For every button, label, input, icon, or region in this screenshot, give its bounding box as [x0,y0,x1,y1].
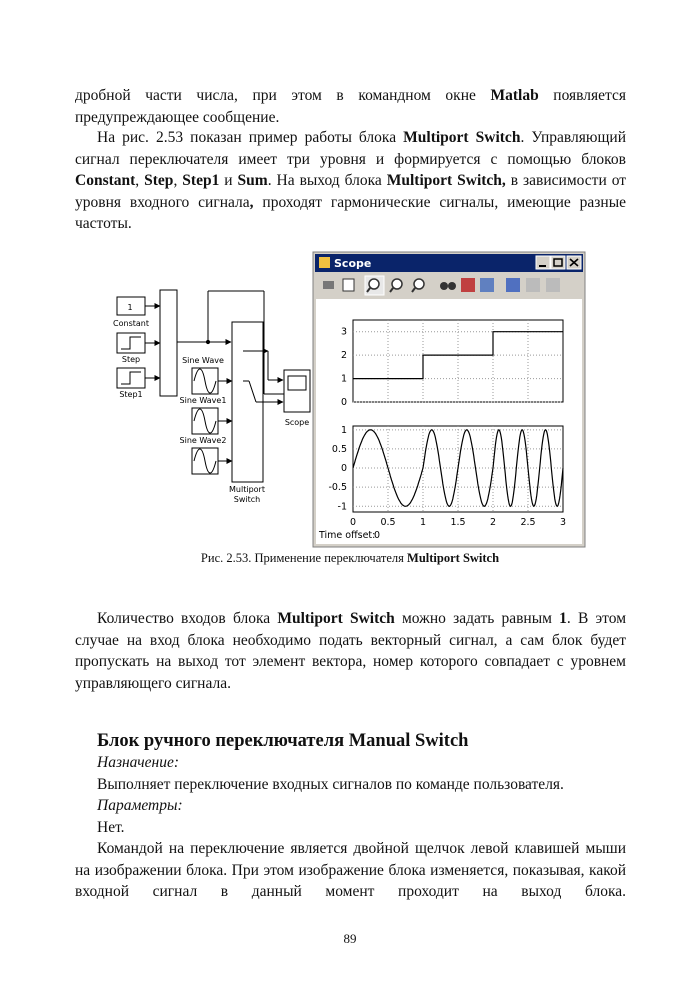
lock-axes-icon[interactable] [526,278,540,292]
step1-block [117,368,145,388]
sine-wave2-label: Sine Wave2 [179,436,227,445]
purpose-text: Выполняет переключение входных сигналов по команде пользователя. [97,775,564,793]
y-tick-label: 0 [340,397,347,408]
scope-window [313,252,585,547]
y-tick-label: 2 [340,350,347,362]
params-label: Параметры: [97,797,183,814]
paragraph-2: На рис. 2.53 показан пример работы блока Multiport Switch. Управляющий сигнал переключателя имеет три уровня и формируется с помощью блоков Constant, Step, Step1 и Sum. На выход блока Multiport Switch, в зависимости от уровня входного сигнала, проходят гармонические сигналы, имеющие разные частоты. [75,129,627,232]
x-tick-label: 3 [559,517,567,528]
x-tick-label: 1 [419,517,427,528]
x-tick-label: 0.5 [380,517,396,528]
sine-wave-label: Sine Wave [182,356,224,365]
signal-selector-icon[interactable] [546,278,560,292]
params-text: Нет. [97,818,125,836]
step1-label: Step1 [119,390,143,399]
step-block [117,333,145,353]
y-tick-label: 1 [340,373,347,385]
sum-block [160,290,177,396]
x-tick-label: 2 [489,517,497,528]
constant-label: Constant [113,319,149,328]
y-tick-label: 0 [340,463,347,475]
x-tick-label: 1.5 [450,517,466,528]
paragraph-3: Количество входов блока Multiport Switch можно задать равным 1. В этом случае на вход блока необходимо подать векторный сигнал, а сам блок будет пропускать на выход тот элемент вектора, номер которого совпадает с уровнем управляющего сигнала. [75,610,627,692]
section-heading: Блок ручного переключателя Manual Switch [97,731,469,751]
restore-axes-icon[interactable] [480,278,494,292]
switch-label-2: Switch [233,495,261,504]
section-body [75,752,626,903]
y-tick-label: -0.5 [328,482,347,494]
purpose-label: Назначение: [97,754,179,771]
figure-caption: Рис. 2.53. Применение переключателя Multiport Switch [200,551,500,565]
switch-label-1: Multiport [229,485,265,494]
step-label: Step [121,355,141,364]
sine-wave1-label: Sine Wave1 [179,396,227,405]
constant-value: 1 [127,303,133,312]
y-tick-label: 0.5 [331,443,347,455]
time-offset-label: Time offset: [319,530,376,541]
scope-label: Scope [284,418,310,427]
save-axes-icon[interactable] [461,278,475,292]
y-tick-label: 1 [340,424,347,436]
scope-window-icon [319,257,330,268]
y-tick-label: -1 [337,501,347,513]
section-paragraph: Командой на переключение является двойной щелчок левой клавишей мыши на изображении блока. При этом изображение блока изменяется, показывая, какой входной сигнал в данный момент проходит на выход блока. [75,840,626,900]
time-offset-value: 0 [374,530,381,541]
scope-window-title: Scope [334,257,372,270]
floating-scope-icon[interactable] [506,278,520,292]
page-number: 89 [343,931,357,946]
paragraph-1: дробной части числа, при этом в командном окне Matlab появляется предупреждающее сообщение. [75,87,626,126]
maximize-button[interactable] [551,256,565,269]
x-tick-label: 2.5 [520,517,536,528]
minimize-button[interactable] [536,256,550,269]
figure-2-53 [108,250,588,555]
x-tick-label: 0 [349,517,357,528]
y-tick-label: 3 [340,326,347,338]
